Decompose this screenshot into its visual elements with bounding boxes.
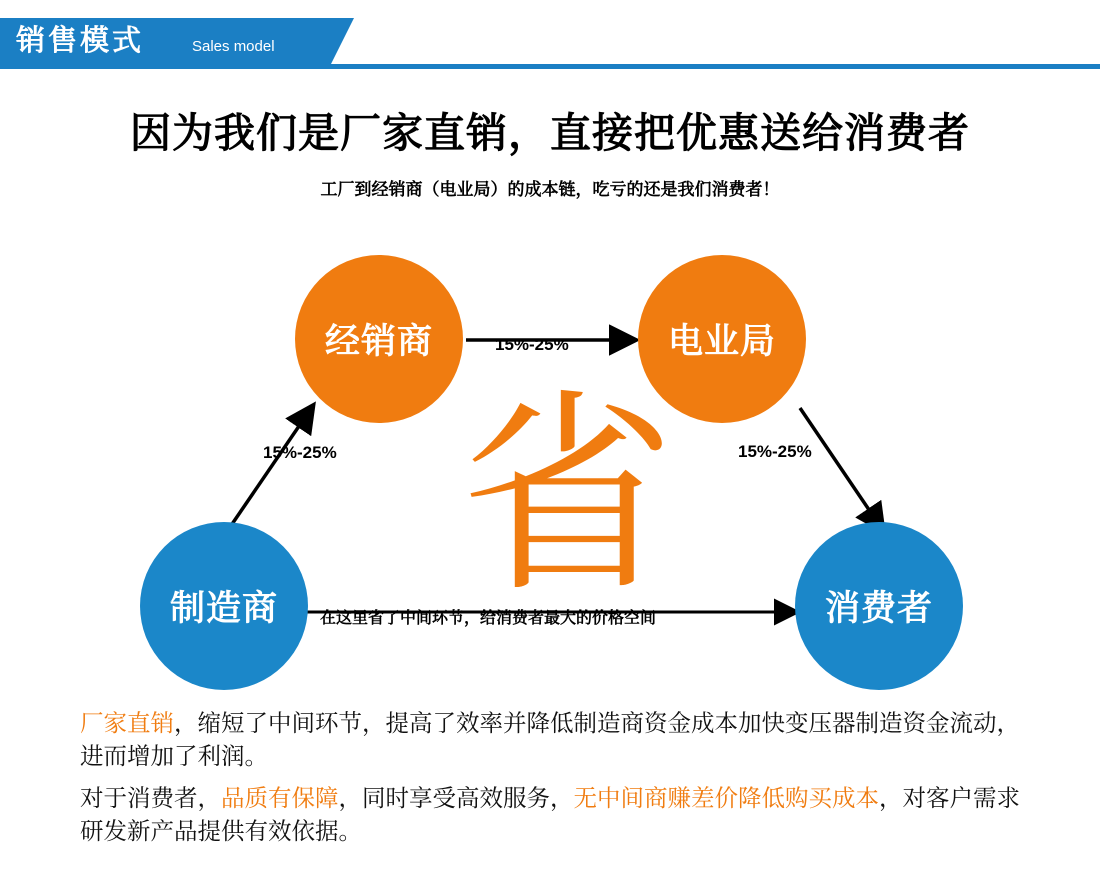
save-character: 省 [460,378,675,617]
edge-label-maker-to-consumer: 在这里省了中间环节，给消费者最大的价格空间 [320,610,657,627]
footer-paragraph-1-rest: ，缩短了中间环节，提高了效率并降低制造商资金成本加快变压器制造资金流动，进而增加了利润。 [80,710,1020,769]
footer-paragraph-2-a: 对于消费者， [80,785,221,811]
arrow-maker-to-dealer [228,410,310,530]
header-title-en: Sales model [192,38,275,55]
footer-paragraph-2-b: ，同时享受高效服务， [338,785,574,811]
arrow-bureau-to-consumer [800,408,880,526]
footer-highlight-quality: 品质有保障 [221,785,339,811]
node-consumer[interactable]: 消费者 [795,522,963,690]
footer-highlight-direct-sales: 厂家直销 [80,710,174,736]
footer-description [80,707,1040,857]
page-subtitle: 工厂到经销商（电业局）的成本链，吃亏的还是我们消费者！ [320,180,780,199]
node-manufacturer[interactable]: 制造商 [140,522,308,690]
footer-paragraph-1 [80,707,1040,773]
page-title: 因为我们是厂家直销，直接把优惠送给消费者 [130,110,970,156]
header-title-cn: 销售模式 [16,25,145,57]
node-power-bureau[interactable]: 电业局 [638,255,806,423]
footer-paragraph-2-c: ，对客户需求研发新产品提供有效依据。 [80,785,1020,844]
node-dealer[interactable]: 经销商 [295,255,463,423]
edge-label-maker-to-dealer: 15%-25% [263,443,337,462]
edge-label-dealer-to-bureau: 15%-25% [495,335,569,354]
page-header [0,0,1100,78]
footer-highlight-no-middleman: 无中间商赚差价降低购买成本 [573,785,879,811]
edge-label-bureau-to-consumer: 15%-25% [738,442,812,461]
sales-model-diagram [0,230,1100,690]
footer-paragraph-2 [80,782,1040,848]
